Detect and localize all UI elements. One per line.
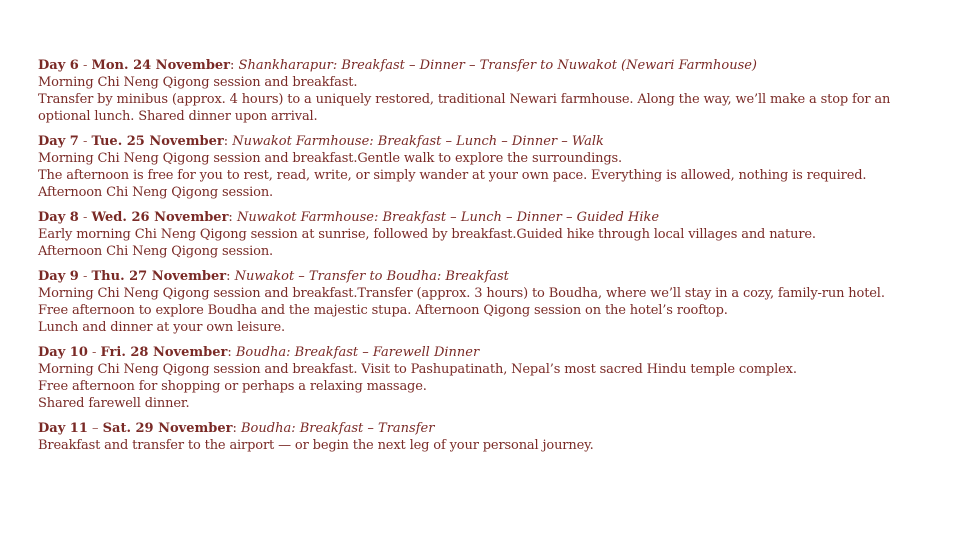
heading-colon: : <box>227 345 236 360</box>
day-block <box>38 209 938 260</box>
day-description-line: Afternoon Chi Neng Qigong session. <box>38 244 274 259</box>
day-date: Mon. 24 November <box>91 58 231 73</box>
heading-colon: : <box>223 134 233 149</box>
day-date: Wed. 26 November <box>91 210 229 225</box>
day-description-line: Breakfast and transfer to the airport — or begin the next leg of your personal journey. <box>38 438 594 453</box>
heading-separator: – <box>87 421 103 436</box>
heading-separator: - <box>87 345 101 360</box>
day-heading <box>38 133 938 150</box>
day-title: Boudha: Breakfast – Transfer <box>241 421 435 436</box>
day-number: Day 9 <box>38 269 79 284</box>
day-title: Boudha: Breakfast – Farewell Dinner <box>235 345 480 360</box>
day-number: Day 7 <box>38 134 79 149</box>
heading-colon: : <box>232 421 241 436</box>
day-heading <box>38 344 938 361</box>
heading-separator: - <box>78 58 92 73</box>
day-date: Fri. 28 November <box>100 345 228 360</box>
heading-colon: : <box>230 58 239 73</box>
day-title: Nuwakot Farmhouse: Breakfast – Lunch – Dinner – Walk <box>232 134 604 149</box>
day-number: Day 6 <box>38 58 79 73</box>
day-description-line: Free afternoon for shopping or perhaps a relaxing massage. <box>38 379 427 394</box>
day-description-line: Morning Chi Neng Qigong session and breakfast.Transfer (approx. 3 hours) to Boudha, where we’ll stay in a cozy, family-run hotel. <box>38 286 885 301</box>
day-block <box>38 420 938 454</box>
day-number: Day 11 <box>38 421 88 436</box>
day-description-line: The afternoon is free for you to rest, read, write, or simply wander at your own pace. Everything is allowed, nothing is required. <box>38 168 867 183</box>
itinerary-list <box>38 57 938 462</box>
day-date: Tue. 25 November <box>91 134 224 149</box>
day-block <box>38 57 938 125</box>
day-description-line: Morning Chi Neng Qigong session and breakfast. <box>38 75 358 90</box>
day-heading <box>38 268 938 285</box>
day-title: Nuwakot Farmhouse: Breakfast – Lunch – Dinner – Guided Hike <box>236 210 660 225</box>
day-heading <box>38 57 938 74</box>
day-title: Nuwakot – Transfer to Boudha: Breakfast <box>234 269 509 284</box>
day-heading <box>38 209 938 226</box>
day-description-line: Morning Chi Neng Qigong session and breakfast. Visit to Pashupatinath, Nepal’s most sacred Hindu temple complex. <box>38 362 797 377</box>
day-number: Day 8 <box>38 210 79 225</box>
day-date: Sat. 29 November <box>102 421 233 436</box>
day-description-line: Early morning Chi Neng Qigong session at sunrise, followed by breakfast.Guided hike through local villages and nature. <box>38 227 816 242</box>
heading-separator: - <box>78 210 92 225</box>
day-description-line: Morning Chi Neng Qigong session and breakfast.Gentle walk to explore the surroundings. <box>38 151 623 166</box>
day-block <box>38 133 938 201</box>
day-block <box>38 268 938 336</box>
heading-separator: - <box>78 269 92 284</box>
day-description-line: optional lunch. Shared dinner upon arrival. <box>38 109 318 124</box>
day-description-line: Lunch and dinner at your own leisure. <box>38 320 286 335</box>
day-number: Day 10 <box>38 345 88 360</box>
heading-colon: : <box>228 210 237 225</box>
heading-colon: : <box>226 269 235 284</box>
day-description-line: Shared farewell dinner. <box>38 396 190 411</box>
day-description-line: Afternoon Chi Neng Qigong session. <box>38 185 274 200</box>
day-description-line: Free afternoon to explore Boudha and the majestic stupa. Afternoon Qigong session on the hotel’s rooftop. <box>38 303 728 318</box>
day-block <box>38 344 938 412</box>
day-title: Shankharapur: Breakfast – Dinner – Transfer to Nuwakot (Newari Farmhouse) <box>238 58 758 73</box>
heading-separator: - <box>78 134 92 149</box>
day-description-line: Transfer by minibus (approx. 4 hours) to a uniquely restored, traditional Newari farmhouse. Along the way, we’ll make a stop for an <box>38 92 891 107</box>
day-heading <box>38 420 938 437</box>
day-date: Thu. 27 November <box>91 269 227 284</box>
